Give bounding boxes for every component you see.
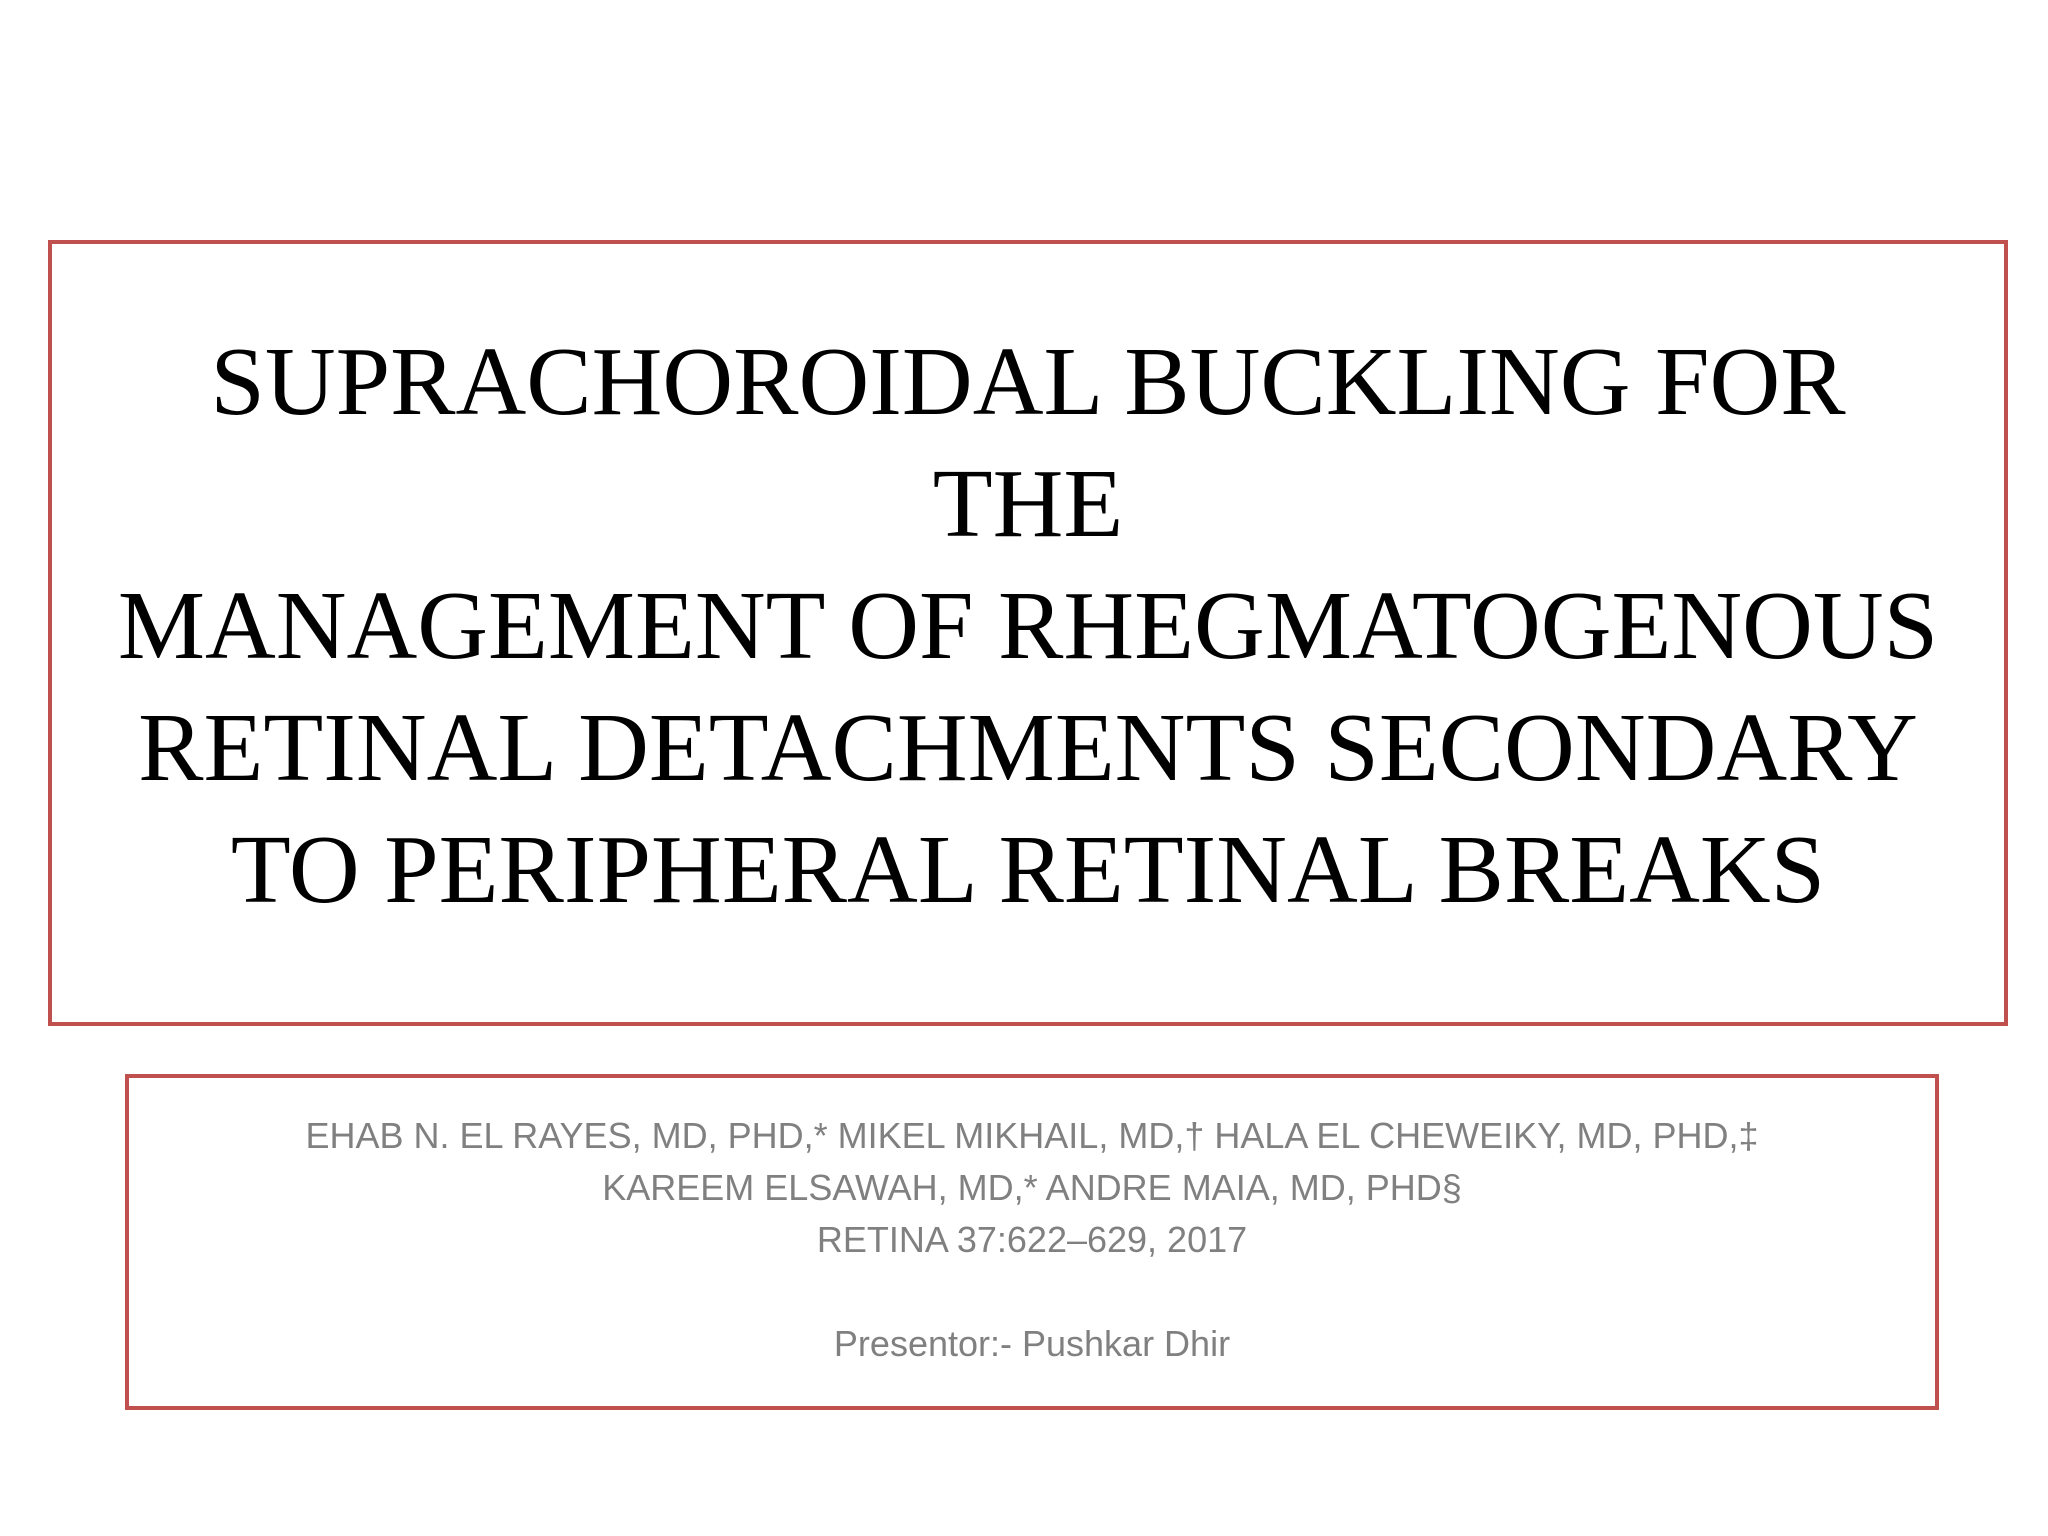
authors-line-2: KAREEM ELSAWAH, MD,* ANDRE MAIA, MD, PHD§ xyxy=(602,1167,1462,1208)
blank-spacer xyxy=(305,1266,1758,1318)
title-line: MANAGEMENT OF RHEGMATOGENOUS xyxy=(117,572,1939,680)
presenter: Presentor:- Pushkar Dhir xyxy=(833,1323,1231,1364)
citation: RETINA 37:622–629, 2017 xyxy=(816,1219,1248,1260)
title-line: THE xyxy=(932,450,1124,558)
title-line: RETINAL DETACHMENTS SECONDARY xyxy=(138,694,1918,802)
info-box xyxy=(125,1074,1939,1410)
title-line: SUPRACHOROIDAL BUCKLING FOR xyxy=(210,328,1846,436)
slide-title xyxy=(118,321,1938,931)
title-box xyxy=(48,240,2008,1026)
authors-line-1: EHAB N. EL RAYES, MD, PHD,* MIKEL MIKHAIL, MD,† HALA EL CHEWEIKY, MD, PHD,‡ xyxy=(305,1115,1759,1156)
info-text xyxy=(305,1110,1758,1370)
title-line: TO PERIPHERAL RETINAL BREAKS xyxy=(230,816,1826,924)
